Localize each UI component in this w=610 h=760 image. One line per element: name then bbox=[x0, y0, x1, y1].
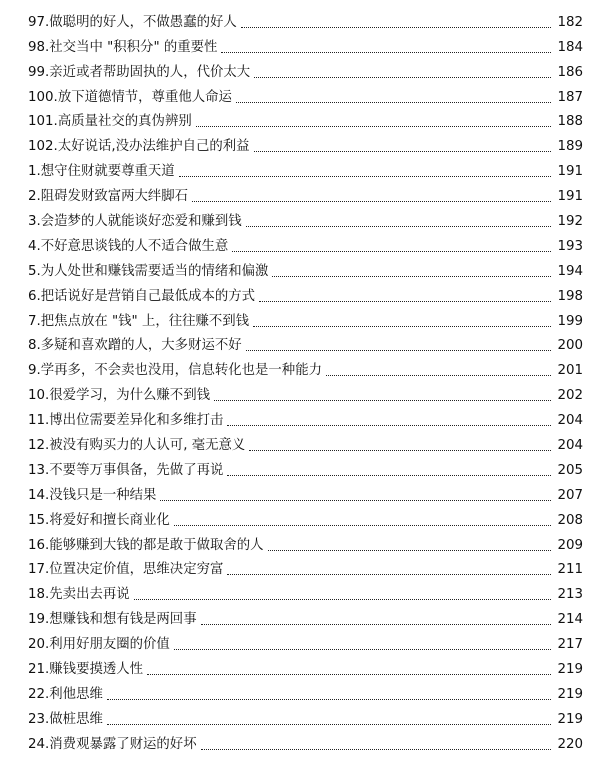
toc-entry-title: 7.把焦点放在 "钱" 上，往往赚不到钱 bbox=[28, 313, 250, 329]
toc-entry[interactable] bbox=[28, 728, 583, 753]
dot-leader bbox=[179, 176, 552, 177]
toc-entry[interactable] bbox=[28, 628, 583, 653]
toc-entry[interactable] bbox=[28, 6, 583, 31]
dot-leader bbox=[227, 475, 551, 476]
dot-leader bbox=[236, 102, 552, 103]
toc-entry-title: 1.想守住财就要尊重天道 bbox=[28, 164, 175, 180]
dot-leader bbox=[147, 674, 551, 675]
toc-entry[interactable] bbox=[28, 653, 583, 678]
toc-entry[interactable] bbox=[28, 354, 583, 379]
toc-entry-title: 20.利用好朋友圈的价值 bbox=[28, 637, 170, 653]
toc-entry-page-number: 204 bbox=[557, 438, 583, 454]
toc-entry-title: 16.能够赚到大钱的都是敢于做取舍的人 bbox=[28, 537, 264, 553]
toc-entry[interactable] bbox=[28, 379, 583, 404]
toc-entry[interactable] bbox=[28, 106, 583, 131]
toc-entry-title: 100.放下道德情节，尊重他人命运 bbox=[28, 89, 232, 105]
toc-entry-page-number: 202 bbox=[557, 388, 583, 404]
dot-leader bbox=[107, 724, 552, 725]
toc-entry-page-number: 214 bbox=[557, 612, 583, 628]
dot-leader bbox=[326, 375, 551, 376]
toc-entry-title: 97.做聪明的好人，不做愚蠢的好人 bbox=[28, 14, 237, 30]
toc-entry[interactable] bbox=[28, 429, 583, 454]
toc-entry-title: 22.利他思维 bbox=[28, 686, 103, 702]
dot-leader bbox=[227, 574, 551, 575]
dot-leader bbox=[253, 326, 551, 327]
toc-entry-title: 13.不要等万事俱备，先做了再说 bbox=[28, 462, 224, 478]
toc-entry-page-number: 189 bbox=[557, 139, 583, 155]
dot-leader bbox=[272, 276, 551, 277]
toc-entry[interactable] bbox=[28, 479, 583, 504]
toc-entry-title: 23.做桩思维 bbox=[28, 711, 103, 727]
toc-entry-title: 102.太好说话,没办法维护自己的利益 bbox=[28, 139, 250, 155]
toc-entry[interactable] bbox=[28, 454, 583, 479]
dot-leader bbox=[134, 599, 552, 600]
toc-entry-page-number: 188 bbox=[557, 114, 583, 130]
toc-entry[interactable] bbox=[28, 155, 583, 180]
toc-entry-page-number: 213 bbox=[557, 587, 583, 603]
toc-entry[interactable] bbox=[28, 81, 583, 106]
toc-entry[interactable] bbox=[28, 305, 583, 330]
toc-entry[interactable] bbox=[28, 578, 583, 603]
toc-entry[interactable] bbox=[28, 180, 583, 205]
toc-entry-title: 6.把话说好是营销自己最低成本的方式 bbox=[28, 288, 256, 304]
toc-entry-page-number: 208 bbox=[557, 512, 583, 528]
toc-entry-title: 9.学再多，不会卖也没用，信息转化也是一种能力 bbox=[28, 363, 322, 379]
toc-entry[interactable] bbox=[28, 504, 583, 529]
toc-entry[interactable] bbox=[28, 205, 583, 230]
dot-leader bbox=[254, 77, 551, 78]
toc-entry-page-number: 211 bbox=[557, 562, 583, 578]
toc-entry[interactable] bbox=[28, 280, 583, 305]
dot-leader bbox=[214, 400, 551, 401]
toc-entry-page-number: 219 bbox=[557, 711, 583, 727]
dot-leader bbox=[259, 301, 551, 302]
toc-entry-page-number: 220 bbox=[557, 736, 583, 752]
toc-entry-title: 99.亲近或者帮助固执的人，代价太大 bbox=[28, 64, 251, 80]
toc-entry-title: 12.被没有购买力的人认可, 毫无意义 bbox=[28, 438, 246, 454]
toc-entry[interactable] bbox=[28, 678, 583, 703]
toc-entry-page-number: 205 bbox=[557, 462, 583, 478]
toc-entry[interactable] bbox=[28, 255, 583, 280]
toc-entry-page-number: 219 bbox=[557, 686, 583, 702]
toc-entry-page-number: 199 bbox=[557, 313, 583, 329]
toc-entry-page-number: 191 bbox=[557, 189, 583, 205]
toc-entry-title: 98.社交当中 "积积分" 的重要性 bbox=[28, 39, 218, 55]
toc-entry-title: 4.不好意思谈钱的人不适合做生意 bbox=[28, 238, 229, 254]
dot-leader bbox=[241, 27, 552, 28]
dot-leader bbox=[254, 151, 552, 152]
dot-leader bbox=[174, 525, 552, 526]
toc-entry-page-number: 184 bbox=[557, 39, 583, 55]
toc-entry-title: 18.先卖出去再说 bbox=[28, 587, 130, 603]
toc-entry[interactable] bbox=[28, 554, 583, 579]
toc-entry-title: 5.为人处世和赚钱需要适当的情绪和偏激 bbox=[28, 263, 269, 279]
toc-entry-page-number: 207 bbox=[557, 487, 583, 503]
toc-entry[interactable] bbox=[28, 330, 583, 355]
toc-entry-page-number: 194 bbox=[557, 263, 583, 279]
dot-leader bbox=[249, 450, 551, 451]
toc-entry-page-number: 204 bbox=[557, 413, 583, 429]
toc-entry-title: 14.没钱只是一种结果 bbox=[28, 487, 157, 503]
toc-entry-page-number: 198 bbox=[557, 288, 583, 304]
toc-entry-page-number: 193 bbox=[557, 238, 583, 254]
toc-entry-page-number: 200 bbox=[557, 338, 583, 354]
toc-entry[interactable] bbox=[28, 404, 583, 429]
dot-leader bbox=[227, 425, 551, 426]
toc-list bbox=[28, 6, 583, 753]
toc-entry-title: 2.阻碍发财致富两大绊脚石 bbox=[28, 189, 189, 205]
toc-entry[interactable] bbox=[28, 31, 583, 56]
toc-entry-page-number: 192 bbox=[557, 214, 583, 230]
dot-leader bbox=[174, 649, 552, 650]
toc-entry-title: 3.会造梦的人就能谈好恋爱和赚到钱 bbox=[28, 214, 242, 230]
toc-entry-title: 21.赚钱要摸透人性 bbox=[28, 662, 144, 678]
dot-leader bbox=[196, 126, 552, 127]
toc-entry-page-number: 182 bbox=[557, 14, 583, 30]
toc-entry-title: 11.博出位需要差异化和多维打击 bbox=[28, 413, 224, 429]
toc-entry-page-number: 209 bbox=[557, 537, 583, 553]
toc-entry[interactable] bbox=[28, 230, 583, 255]
dot-leader bbox=[246, 226, 552, 227]
toc-entry-page-number: 191 bbox=[557, 164, 583, 180]
dot-leader bbox=[221, 52, 551, 53]
toc-entry-title: 8.多疑和喜欢蹭的人，大多财运不好 bbox=[28, 338, 242, 354]
dot-leader bbox=[201, 624, 552, 625]
dot-leader bbox=[268, 550, 552, 551]
dot-leader bbox=[232, 251, 551, 252]
toc-entry[interactable] bbox=[28, 56, 583, 81]
toc-entry[interactable] bbox=[28, 603, 583, 628]
toc-entry-title: 19.想赚钱和想有钱是两回事 bbox=[28, 612, 197, 628]
toc-entry-page-number: 217 bbox=[557, 637, 583, 653]
toc-entry-title: 24.消费观暴露了财运的好坏 bbox=[28, 736, 197, 752]
toc-entry-page-number: 186 bbox=[557, 64, 583, 80]
dot-leader bbox=[107, 699, 552, 700]
toc-entry[interactable] bbox=[28, 130, 583, 155]
toc-entry-title: 101.高质量社交的真伪辨别 bbox=[28, 114, 192, 130]
toc-entry[interactable] bbox=[28, 703, 583, 728]
toc-entry-title: 15.将爱好和擅长商业化 bbox=[28, 512, 170, 528]
dot-leader bbox=[160, 500, 551, 501]
toc-entry-page-number: 219 bbox=[557, 662, 583, 678]
dot-leader bbox=[192, 201, 551, 202]
toc-entry-page-number: 187 bbox=[557, 89, 583, 105]
toc-entry-title: 10.很爱学习，为什么赚不到钱 bbox=[28, 388, 210, 404]
dot-leader bbox=[246, 350, 552, 351]
dot-leader bbox=[201, 749, 552, 750]
toc-entry-title: 17.位置决定价值，思维决定穷富 bbox=[28, 562, 224, 578]
toc-entry[interactable] bbox=[28, 529, 583, 554]
toc-entry-page-number: 201 bbox=[557, 363, 583, 379]
